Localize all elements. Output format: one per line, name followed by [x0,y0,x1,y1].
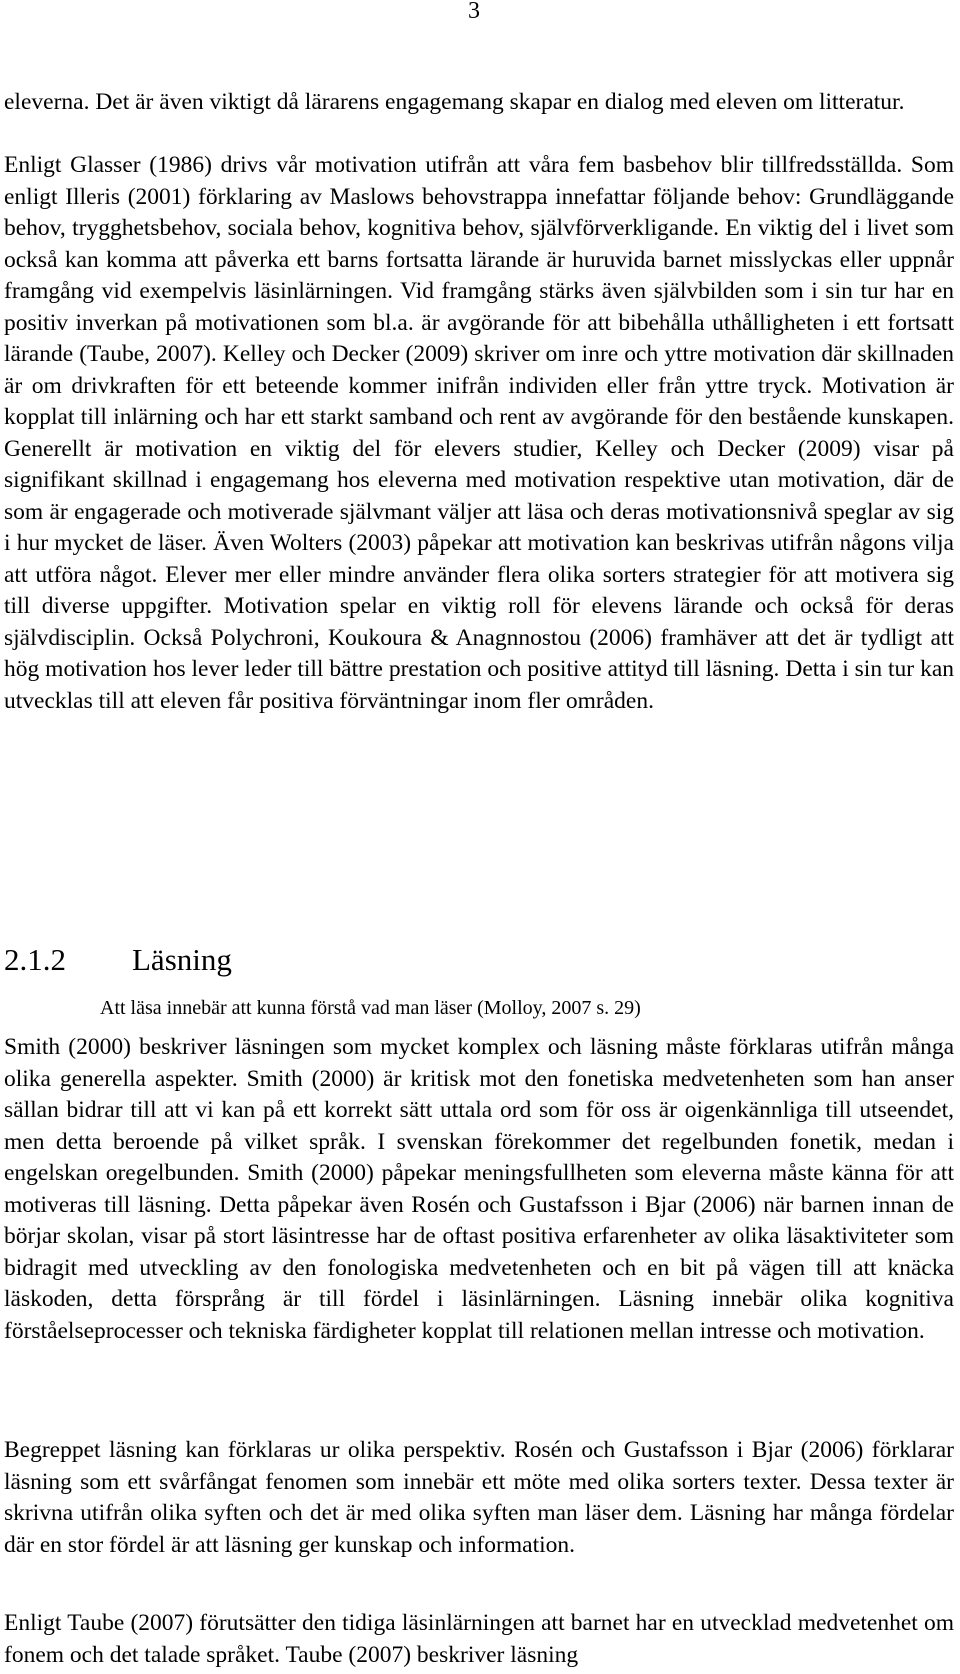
page-number: 3 [468,0,480,24]
paragraph-motivation: Enligt Glasser (1986) drivs vår motivation utifrån att våra fem basbehov blir tillfredsställda. Som enligt Illeris (2001) förklaring av Maslows behovstrappa innefattar följande behov: Grundläggande behov, trygghetsbehov, sociala behov, kognitiva behov, självförverkligande. En viktig del i livet som också kan komma att påverka ett barns fortsatta lärande är huruvida barnet misslyckas eller uppnår framgång vid exempelvis läsinlärningen. Vid framgång stärks även självbilden som i sin tur har en positiv inverkan på motivationen som bl.a. är avgörande för att bibehålla uthålligheten i ett fortsatt lärande (Taube, 2007). Kelley och Decker (2009) skriver om inre och yttre motivation där skillnaden är om drivkraften för ett beteende kommer inifrån individen eller från yttre tryck. Motivation är kopplat till inlärning och har ett starkt samband och rent av avgörande för den bestående kunskapen. Generellt är motivation en viktig del för elevers studier, Kelley och Decker (2009) visar på signifikant skillnad i engagemang hos eleverna med motivation respektive utan motivation, där de som är engagerade och motiverade självmant väljer att läsa och deras motivationsnivå speglar av sig i hur mycket de läser. Även Wolters (2003) påpekar att motivation kan beskrivas utifrån någons vilja att utföra något. Elever mer eller mindre använder flera olika sorters strategier för att motivera sig till diverse uppgifter. Motivation spelar en viktig roll för elevens lärande och också för deras självdisciplin. Också Polychroni, Koukoura & Anagnnostou (2006) framhäver att det är tydligt att hög motivation hos lever leder till bättre prestation och positive attityd till läsning. Detta i sin tur kan utvecklas till att eleven får positiva förväntningar inom fler områden. [4,152,954,714]
paragraph-begreppet: Begreppet läsning kan förklaras ur olika perspektiv. Rosén och Gustafsson i Bjar (2006) förklarar läsning som ett svårfångat fenomen som innebär ett möte med olika sorters texter. Dessa texter är skrivna utifrån olika syften och det är med olika syften man läser dem. Läsning har många fördelar där en stor fördel är att läsning ger kunskap och information. [4,1437,954,1558]
section-epigraph: Att läsa innebär att kunna förstå vad man läser (Molloy, 2007 s. 29) [100,997,641,1019]
section-title: Läsning [132,942,232,977]
paragraph-smith: Smith (2000) beskriver läsningen som mycket komplex och läsning måste förklaras utifrån många olika generella aspekter. Smith (2000) är kritisk mot den fonetiska medvetenheten som han anser sällan bidrar till att vi kan på ett korrekt sätt uttala ord som för oss är oigenkännliga till utseendet, men detta beroende på vilket språk. I svenskan förekommer det regelbunden fonetik, medan i engelskan oregelbunden. Smith (2000) påpekar meningsfullheten som eleverna måste känna för att motiveras till läsning. Detta påpekar även Rosén och Gustafsson i Bjar (2006) när barnen innan de börjar skolan, visar på stort läsintresse har de oftast positiva erfarenheter av olika läsaktiviteter som bidragit med utveckling av den fonologiska medvetenheten och en bit på vägen till att knäcka läskoden, detta försprång är till fördel i läsinlärningen. Läsning innebär olika kognitiva förståelseprocesser och tekniska färdigheter kopplat till relationen mellan intresse och motivation. [4,1034,954,1344]
paragraph-taube: Enligt Taube (2007) förutsätter den tidiga läsinlärningen att barnet har en utvecklad medvetenhet om fonem och det talade språket. Taube (2007) beskriver läsning [4,1610,954,1668]
section-heading [4,942,232,978]
section-number: 2.1.2 [4,942,66,977]
paragraph-intro: eleverna. Det är även viktigt då lärarens engagemang skapar en dialog med eleven om litteratur. [4,89,905,115]
